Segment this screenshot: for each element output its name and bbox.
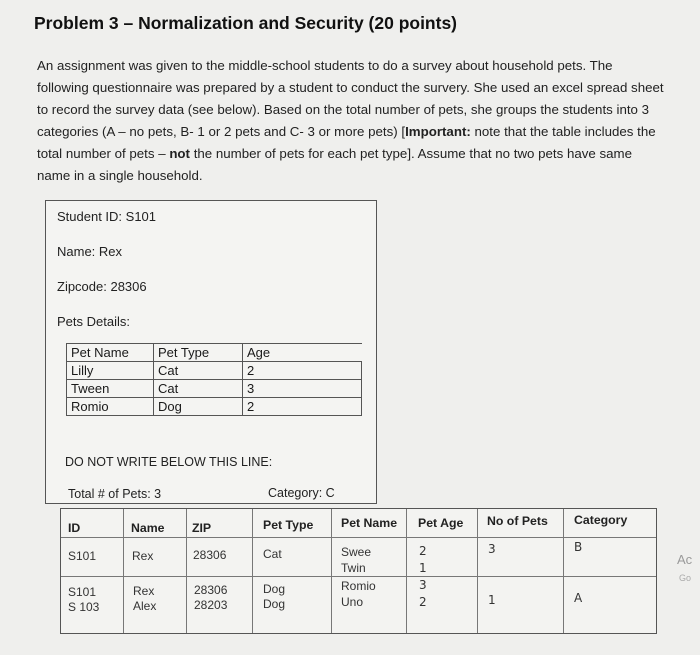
pet-type-cell: Cat [154,362,243,380]
description-line: categories (A – no pets, B- 1 or 2 pets and C- 3 or more pets) [Important: note that the table includes the [37,124,656,139]
cell-category: B [574,540,583,554]
description-line: total number of pets – not the number of pets for each pet type]. Assume that no two pets have same [37,146,633,161]
cell-pet-type: Cat [263,547,282,561]
header-pet-name: Pet Name [341,516,398,530]
column-divider [477,509,478,633]
cell-no-of-pets: 3 [488,542,496,556]
side-watermark-text: Go [679,573,692,583]
description-line: An assignment was given to the middle-school students to do a survey about household pets. The [37,58,613,73]
description-line: to record the survey data (see below). Based on the total number of pets, she groups the students into 3 [37,102,650,117]
column-divider [331,509,332,633]
cell-pet-type: Dog [263,597,286,611]
description-line: name in a single household. [37,168,203,183]
problem-title: Problem 3 – Normalization and Security (20 points) [34,13,458,33]
column-divider [252,509,253,633]
category-label: Category: C [268,486,335,500]
pet-name-cell: Tween [67,380,154,398]
side-watermark-text: Ac [677,552,693,567]
header-id: ID [68,521,81,535]
row-divider [61,537,656,538]
cell-zip: 28306 [194,583,228,597]
pets-details-label: Pets Details: [57,314,130,329]
cell-name: Rex [133,584,155,598]
table-header-row [67,344,362,362]
column-divider [563,509,564,633]
zipcode-field: Zipcode: 28306 [57,279,147,294]
cell-name: Alex [133,599,157,613]
header-age: Age [243,344,362,362]
cell-zip: 28203 [194,598,228,612]
header-category: Category [574,513,628,527]
cell-id: S101 [68,549,97,563]
name-field: Name: Rex [57,244,123,259]
cell-category: A [574,591,583,605]
do-not-write-label: DO NOT WRITE BELOW THIS LINE: [65,455,273,469]
cell-id: S 103 [68,600,100,614]
column-divider [123,509,124,633]
header-pet-type: Pet Type [263,518,314,532]
column-divider [406,509,407,633]
pet-age-cell: 2 [243,398,362,416]
student-id-field: Student ID: S101 [57,209,157,224]
table-row [67,362,362,380]
pet-type-cell: Cat [154,380,243,398]
cell-zip: 28306 [193,548,227,562]
pet-name-cell: Lilly [67,362,154,380]
header-no-of-pets: No of Pets [487,514,548,528]
description-line: following questionnaire was prepared by a student to conduct the survery. She used an excel spread sheet [37,80,664,95]
cell-pet-type: Dog [263,582,286,596]
header-pet-age: Pet Age [418,516,464,530]
cell-pet-name: Swee [341,545,372,559]
pet-name-cell: Romio [67,398,154,416]
cell-pet-age: 3 [419,578,427,592]
cell-no-of-pets: 1 [488,593,496,607]
pet-age-cell: 3 [243,380,362,398]
questionnaire-form [45,200,377,504]
pet-details-table [66,343,362,416]
header-zip: ZIP [192,521,212,535]
cell-id: S101 [68,585,97,599]
cell-name: Rex [132,549,154,563]
header-pet-name: Pet Name [67,344,154,362]
cell-pet-age: 2 [419,595,427,609]
header-name: Name [131,521,165,535]
header-pet-type: Pet Type [154,344,243,362]
cell-pet-age: 1 [419,561,427,575]
row-divider [61,576,656,577]
spreadsheet-table [60,508,657,634]
total-pets-label: Total # of Pets: 3 [68,487,162,501]
column-divider [186,509,187,633]
cell-pet-name: Twin [341,561,366,575]
pet-age-cell: 2 [243,362,362,380]
cell-pet-name: Romio [341,579,376,593]
problem-description [37,55,697,187]
cell-pet-name: Uno [341,595,364,609]
table-row [67,398,362,416]
table-row [67,380,362,398]
cell-pet-age: 2 [419,544,427,558]
pet-type-cell: Dog [154,398,243,416]
